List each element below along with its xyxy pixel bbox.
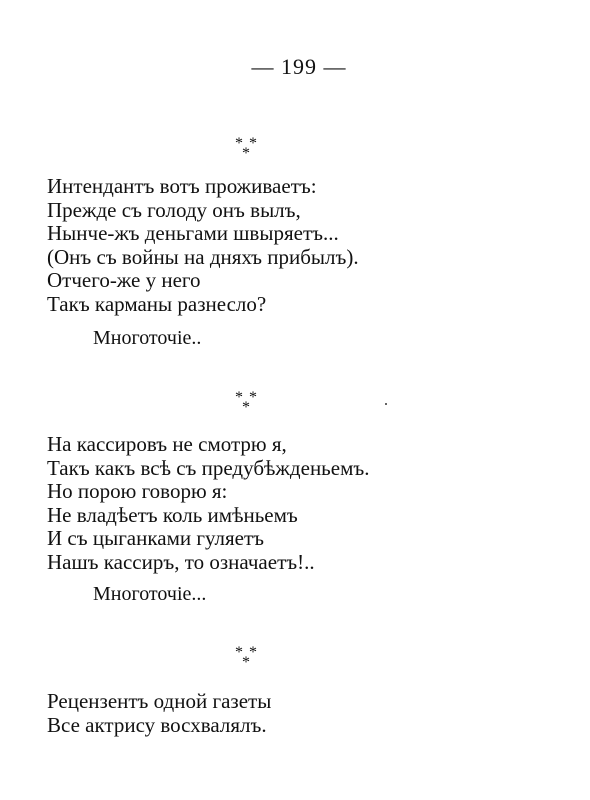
refrain-1: Многоточіе.. [93,327,202,349]
verse-line: Такъ карманы разнесло? [47,291,267,316]
asterism-separator-1 [235,136,275,166]
asterisk-2: * [249,135,257,152]
stanza-1 [47,175,359,316]
asterisk-2: * [249,389,257,406]
verse-line: Нынче-жъ деньгами швыряетъ... [47,221,339,245]
verse-line: (Онъ съ войны на дняхъ прибылъ). [47,244,359,269]
verse-line: Такъ какъ всѣ съ предубѣжденьемъ. [47,455,370,480]
asterisk-3: * [242,654,250,671]
asterisk-1: * [235,135,243,152]
verse-line: Не владѣетъ коль имѣньемъ [47,502,298,527]
verse-line: Прежде съ голоду онъ вылъ, [47,197,301,222]
asterisk-1: * [235,389,243,406]
stanza-3 [47,690,271,737]
verse-line: Все актрису восхвалялъ. [47,712,267,737]
asterisk-3: * [242,399,250,416]
verse-line: Отчего-же у него [47,268,201,292]
stanza-2 [47,433,369,574]
verse-line: И съ цыганками гуляетъ [47,526,265,550]
refrain-2: Многоточіе... [93,583,207,605]
asterisk-2: * [249,644,257,661]
page-number: — 199 — [251,54,347,79]
asterisk-1: * [235,644,243,661]
asterism-separator-3 [235,645,275,675]
verse-line: Интендантъ вотъ проживаетъ: [47,174,317,198]
verse-line: На кассировъ не смотрю я, [47,432,287,456]
stray-dot [385,403,387,405]
verse-line: Нашъ кассиръ, то означаетъ!.. [47,549,315,574]
asterisk-3: * [242,145,250,162]
asterism-separator-2 [235,390,275,420]
verse-line: Но порою говорю я: [47,479,228,503]
verse-line: Рецензентъ одной газеты [47,689,272,713]
